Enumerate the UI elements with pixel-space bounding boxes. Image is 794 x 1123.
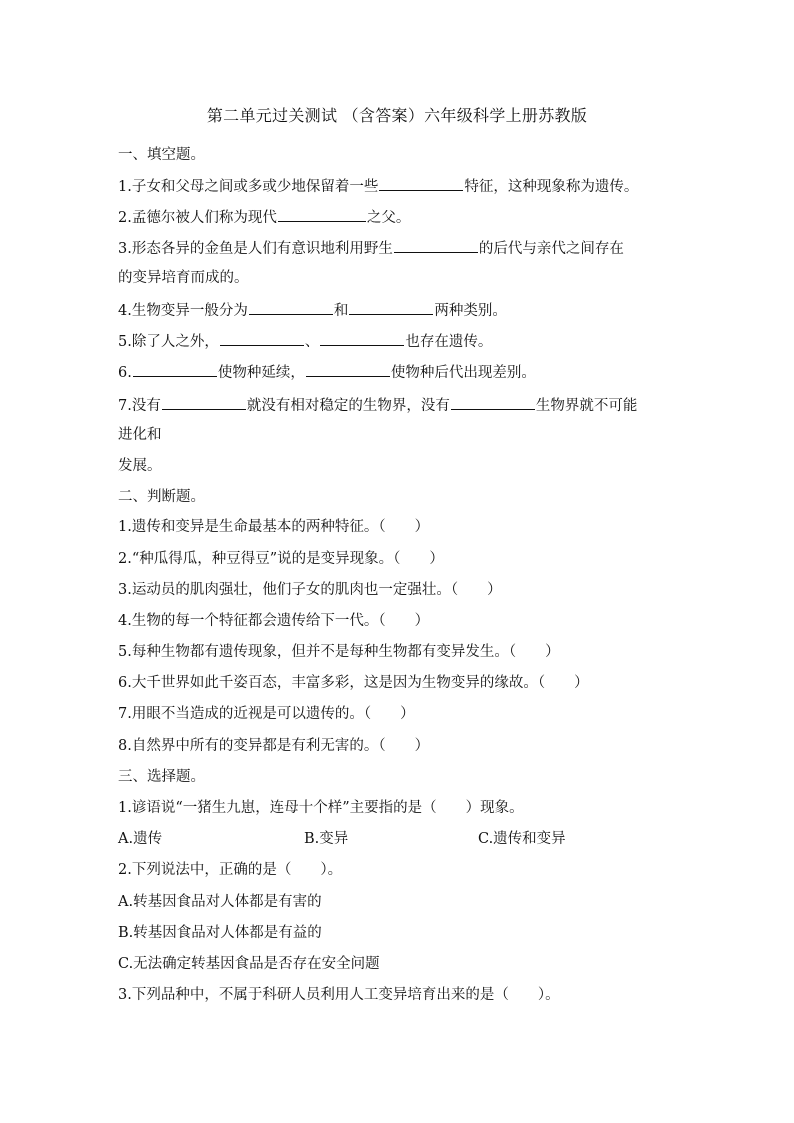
fill-q1-text-a: 1.子女和父母之间或多或少地保留着一些: [118, 179, 379, 195]
answer-blank[interactable]: [249, 298, 333, 315]
fill-q5-text-b: 、: [304, 334, 320, 350]
fill-q7-continuation-1: 进化和: [118, 427, 162, 443]
fill-q3-continuation: 的变异培育而成的。: [118, 270, 249, 286]
fill-q4-text-c: 两种类别。: [434, 303, 507, 319]
option-c[interactable]: C.遗传和变异: [478, 831, 566, 847]
answer-blank[interactable]: [394, 236, 478, 253]
judge-question: 1.遗传和变异是生命最基本的两种特征。（ ）: [118, 519, 430, 535]
option-b[interactable]: B.转基因食品对人体都是有益的: [118, 925, 322, 941]
judge-question: 5.每种生物都有遗传现象，但并不是每种生物都有变异发生。（ ）: [118, 644, 560, 660]
choice-question-2: 2.下列说法中，正确的是（ ）。: [118, 862, 343, 878]
option-a[interactable]: A.遗传: [118, 831, 163, 847]
option-c[interactable]: C.无法确定转基因食品是否存在安全问题: [118, 956, 380, 972]
section-heading-judge: 二、判断题。: [118, 489, 205, 505]
fill-q5-text-a: 5.除了人之外，: [118, 334, 219, 350]
answer-blank[interactable]: [220, 329, 304, 346]
answer-blank[interactable]: [278, 205, 366, 222]
fill-q2-text-b: 之父。: [366, 210, 411, 226]
answer-blank[interactable]: [349, 298, 433, 315]
fill-q4-text-a: 4.生物变异一般分为: [118, 303, 248, 319]
fill-q6-text-c: 使物种后代出现差别。: [390, 365, 536, 381]
page-title: 第二单元过关测试 （含答案）六年级科学上册苏教版: [206, 106, 588, 125]
judge-question: 7.用眼不当造成的近视是可以遗传的。（ ）: [118, 706, 415, 722]
fill-question-6: [118, 360, 688, 384]
fill-q7-text-c: 生物界就不可能: [535, 398, 638, 414]
fill-question-5: [118, 329, 688, 353]
fill-q5-text-c: 也存在遗传。: [405, 334, 493, 350]
fill-q4-text-b: 和: [333, 303, 349, 319]
fill-q7-continuation-2: 发展。: [118, 458, 162, 474]
fill-question-3: [118, 236, 688, 260]
choice-q1-options: [118, 828, 688, 850]
judge-question: 6.大千世界如此千姿百态，丰富多彩，这是因为生物变异的缘故。（ ）: [118, 675, 589, 691]
choice-question-1: 1.谚语说“一猪生九崽，连母十个样”主要指的是（ ）现象。: [118, 800, 524, 816]
option-a[interactable]: A.转基因食品对人体都是有害的: [118, 894, 322, 910]
judge-question: 3.运动员的肌肉强壮，他们子女的肌肉也一定强壮。（ ）: [118, 582, 502, 598]
fill-q6-text-a: 6.: [118, 365, 132, 381]
fill-q1-text-b: 特征，这种现象称为遗传。: [464, 179, 639, 195]
judge-question: 8.自然界中所有的变异都是有利无害的。（ ）: [118, 738, 430, 754]
section-heading-fill: 一、填空题。: [118, 147, 205, 163]
judge-question: 4.生物的每一个特征都会遗传给下一代。（ ）: [118, 613, 430, 629]
answer-blank[interactable]: [306, 360, 390, 377]
fill-q3-text-a: 3.形态各异的金鱼是人们有意识地利用野生: [118, 241, 393, 257]
choice-question-3: 3.下列品种中，不属于科研人员利用人工变异培育出来的是（ ）。: [118, 987, 560, 1003]
answer-blank[interactable]: [162, 393, 246, 410]
fill-q7-text-b: 就没有相对稳定的生物界，没有: [246, 398, 450, 414]
judge-question: 2.“种瓜得瓜，种豆得豆”说的是变异现象。（ ）: [118, 551, 444, 567]
option-b[interactable]: B.变异: [304, 831, 349, 847]
answer-blank[interactable]: [133, 360, 217, 377]
answer-blank[interactable]: [451, 393, 535, 410]
answer-blank[interactable]: [379, 174, 463, 191]
fill-q2-text-a: 2.孟德尔被人们称为现代: [118, 210, 277, 226]
fill-q7-text-a: 7.没有: [118, 398, 161, 414]
section-heading-choice: 三、选择题。: [118, 769, 205, 785]
fill-q3-text-b: 的后代与亲代之间存在: [478, 241, 624, 257]
answer-blank[interactable]: [320, 329, 404, 346]
fill-q6-text-b: 使物种延续，: [217, 365, 305, 381]
fill-question-4: [118, 298, 688, 322]
fill-question-1: [118, 174, 688, 198]
fill-question-2: [118, 205, 688, 229]
fill-question-7: [118, 393, 688, 417]
